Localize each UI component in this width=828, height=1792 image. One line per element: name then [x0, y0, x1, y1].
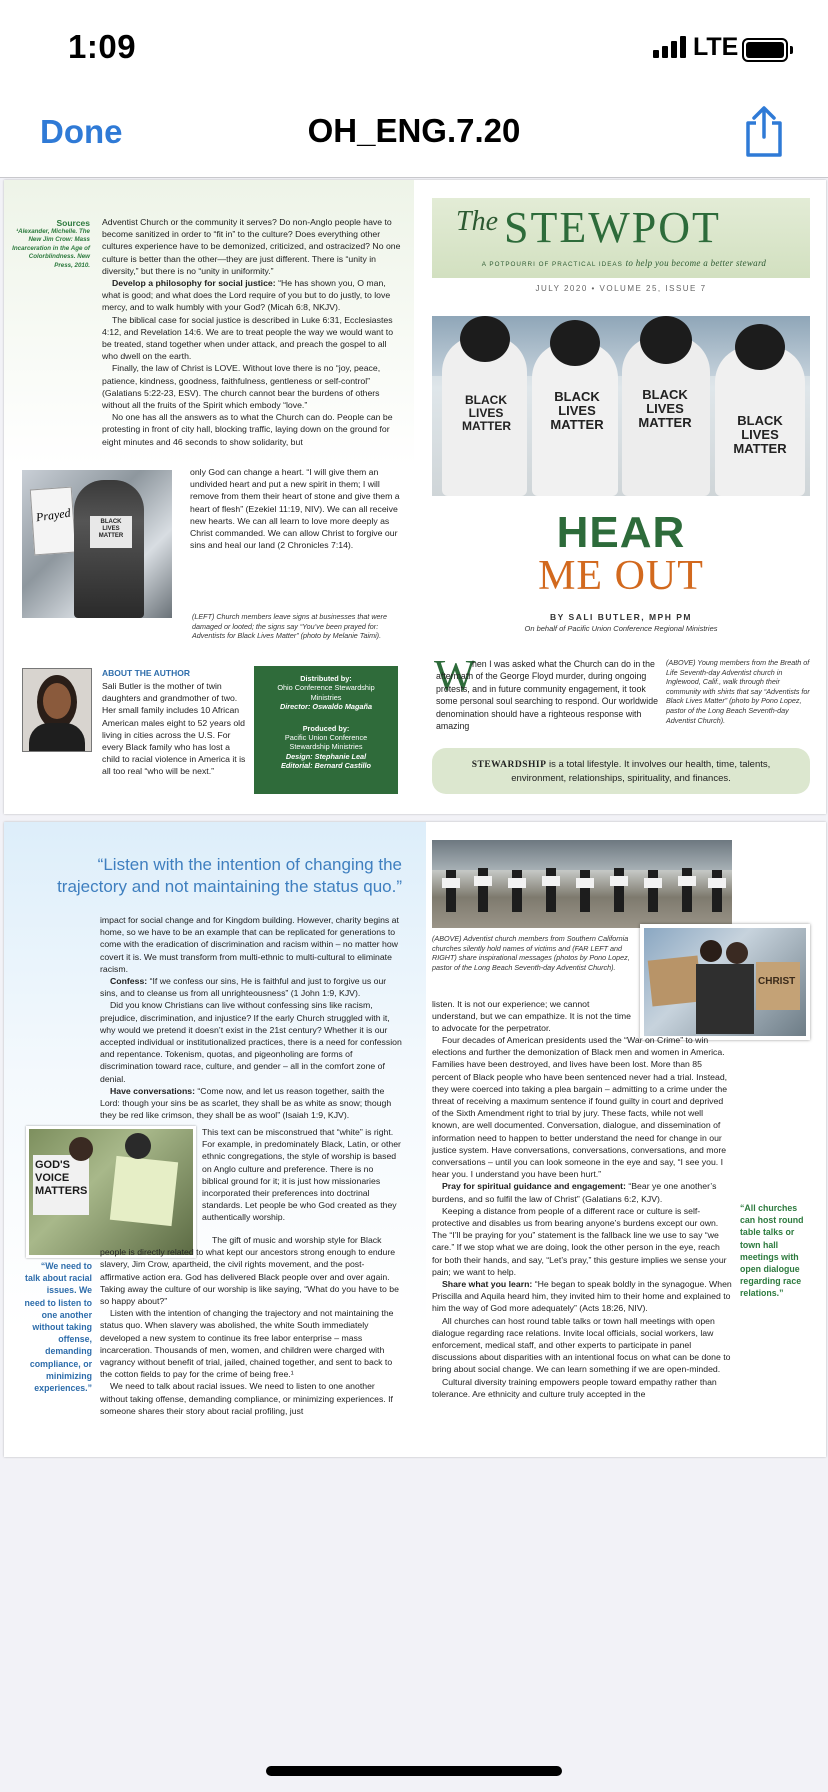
- paragraph: Adventist Church or the community it serves? Do non-Anglo people have to become sanitized in order to “fit in” to the culture? Does everything other cultures experience have to be demonized, criticized, and ostracized? No one culture is better than the other—they are just different. There is “unity in diversity,” but there is no “unity in uniformity.”: [102, 217, 401, 276]
- paragraph: All churches can host round table talks or town hall meetings with open dialogue regarding race relations. Invite local officials, social workers, law enforcement, medical staff, and other experts to participate in panel discussions about disparities with an intentional focus on what can be done to bring about social change. We can learn something if we are open-minded.: [432, 1315, 731, 1375]
- paragraph: only God can change a heart. “I will give them an undivided heart and put a new spirit in them; I will remove from them their heart of stone and give them a heart of flesh” (Ezekiel 11:19, NIV). We can all receive new hearts. We can all learn to love more deeply as Christ commanded. We can allow Christ to forgive our sins and heal our land (2 Chronicles 7:14).: [190, 467, 400, 551]
- paragraph: This text can be misconstrued that “white” is right. For example, in predominately Black, Latin, or other ethnic congregations, the style of worship is based on Anglo culture and preference. There is no biblical ground for it; it is just how missionaries incorporated their preferences into doctrinal standards. Let people be who God created as they authentically worship.: [202, 1127, 401, 1223]
- pdf-page-2[interactable]: [4, 822, 826, 1457]
- document-title: OH_ENG.7.20: [307, 112, 521, 149]
- paragraph: We need to talk about racial issues. We need to listen to one another without taking offense, demanding compliance, or minimizing experiences. If someone shares their story about racial profiling, just: [100, 1381, 393, 1416]
- masthead-the: The: [456, 206, 498, 237]
- paragraph-text: “He began to speak boldly in the synagogue. When Priscilla and Aquila heard him, they invited him to their home and explained to him the way of God more adequately” (Acts 18:26, NIV).: [432, 1279, 732, 1314]
- distributed-title: Distributed by:: [300, 674, 352, 683]
- shirt-print-3: BLACK LIVES MATTER: [638, 387, 692, 430]
- author-portrait: [22, 668, 92, 752]
- credits-box: [254, 666, 398, 794]
- signal-icon: [653, 36, 687, 58]
- page2-right-text-upper: [432, 998, 632, 1035]
- shirt-print-1: BLACK LIVES MATTER: [462, 393, 512, 433]
- photo-christ-signs: [640, 924, 810, 1040]
- pull-quote: “Listen with the intention of changing the trajectory and not maintaining the status quo.”: [57, 855, 402, 896]
- done-button[interactable]: Done: [40, 113, 123, 150]
- drop-cap: W: [434, 651, 476, 700]
- distributed-director: Director: Oswaldo Magaña: [279, 702, 373, 712]
- photo-prayed-sign: [22, 470, 172, 618]
- paragraph-text: “Bear ye one another’s burdens, and so fulfil the law of Christ” (Galatians 6:2, KJV).: [432, 1181, 717, 1204]
- left-side-quote: “We need to talk about racial issues. We need to listen to one another without taking offense, demanding compliance, or minimizing experiences.”: [24, 1261, 92, 1394]
- paragraph: No one has all the answers as to what the Church can do. People can be protesting in front of city hall, blocking traffic, laying down on the ground for eight minutes and 46 seconds to show solidarity, but: [102, 412, 393, 447]
- photo-caption-top: (ABOVE) Young members from the Breath of Life Seventh-day Adventist church in Inglewood, Calif., walk through their community with shirts that say “Adventists for Black Lives Matter” (photo by Pono Lopez, pastor of the Long Beach Seventh-day Adventist Church).: [666, 658, 810, 725]
- paragraph: The biblical case for social justice is described in Luke 6:31, Ecclesiastes 4:12, and Revelation 14:6. We are to treat people the way we would want to be treated, stand together when under attack, and preach the gospel to all who dwell on the earth.: [102, 314, 394, 362]
- photo-youth-shirts: [432, 316, 810, 496]
- masthead-name: STEWPOT: [504, 203, 721, 252]
- stewardship-bold: STEWARDSHIP: [471, 760, 547, 770]
- share-icon[interactable]: [742, 105, 786, 157]
- status-time: 1:09: [68, 28, 137, 65]
- tagline-text: A POTPOURRI OF PRACTICAL IDEAS: [481, 261, 623, 268]
- photo-vigil-names: [432, 840, 732, 928]
- page2-right-text: [432, 1034, 732, 1400]
- byline: BY SALI BUTLER, MPH PM: [550, 612, 692, 622]
- paragraph: [100, 1085, 402, 1122]
- issue-line: JULY 2020 • VOLUME 25, ISSUE 7: [535, 284, 707, 293]
- pdf-page-1[interactable]: [4, 180, 826, 814]
- network-label: LTE: [693, 33, 739, 61]
- paragraph: impact for social change and for Kingdom building. However, charity begins at home, so we have to be an example that can be replicated for generations to come with the eradication of discrimination and racism within – no matter how covert it is. We must transform from multi-ethnic to multi-cultural to eliminate racism.: [100, 915, 399, 974]
- paragraph-text: “If we confess our sins, He is faithful and just to forgive us our sins, and to cleanse us from all unrighteousness” (1 John 1:9, KJV).: [100, 976, 387, 999]
- subheading-social-justice: Develop a philosophy for social justice:: [112, 278, 276, 289]
- author-title: ABOUT THE AUTHOR: [102, 668, 190, 678]
- headline-hear: HEAR: [556, 508, 686, 557]
- paragraph: The gift of music and worship style for Black people is directly related to what kept our ancestors strong enough to endure slavery, Jim Crow, apartheid, the civil rights movement, and the post-affirmative action era. God has delivered Black people over and over again. Taking away the culture of our worship is like saying, “What do you have to be so happy about?”: [100, 1235, 399, 1307]
- produced-editorial: Editorial: Bernard Castillo: [280, 761, 371, 771]
- masthead-tagline: [440, 258, 808, 268]
- produced-title: Produced by:: [302, 723, 350, 733]
- home-indicator[interactable]: [266, 1766, 562, 1776]
- page2-left-text-bottom: [100, 1234, 402, 1417]
- sign-christ: CHRIST: [758, 976, 796, 987]
- battery-icon: [742, 38, 788, 62]
- photo-caption-vigil: (ABOVE) Adventist church members from Southern California churches silently hold names of victims and (FAR LEFT and RIGHT) share inspirational messages (photos by Pono Lopez, pastor of the Long Beach Seventh-day Adventist Church).: [432, 934, 630, 972]
- byline-sub: On behalf of Pacific Union Conference Regional Ministries: [524, 624, 718, 633]
- paragraph: Keeping a distance from people of a different race or culture is self-protective and disables us from bearing anyone’s burdens except our own. The “I’ll be praying for you” statement is the fallback line we use to say “we care.” If we stop what we are doing, look the other person in the eye, reach for both their hands, and say, “Let’s pray,” this gesture implies we sense your pain; we want to help.: [432, 1205, 727, 1277]
- stewardship-banner: [432, 748, 810, 794]
- shirt-print-2: BLACK LIVES MATTER: [550, 389, 604, 432]
- shirt-text: BLACK LIVES MATTER: [98, 519, 124, 539]
- sign-gods-voice: GOD'S VOICE MATTERS: [35, 1159, 88, 1197]
- produced-design: Design: Stephanie Leal: [285, 751, 367, 761]
- page1-column-text-upper: [102, 216, 402, 448]
- stewardship-text: is a total lifestyle. It involves our health, time, talents, environment, relationships, spirituality, and finances.: [511, 759, 771, 784]
- photo-caption-left: (LEFT) Church members leave signs at businesses that were damaged or looted; the signs say “You’ve been prayed for: Adventists for Black Lives Matter” (photo by Melanie Taimi).: [192, 612, 387, 641]
- page1-column-text-lower: [190, 466, 402, 551]
- masthead: [432, 198, 810, 278]
- subheading-conversations: Have conversations:: [110, 1085, 195, 1096]
- paragraph: Four decades of American presidents used the “War on Crime” to win elections and further the demonization of Black men and women in America. Families have been destroyed, and lives have been lost. More than 85 percent of Black people who have been sentenced never had a trial. Instead, they were coerced into taking a plea bargain – admitting to a crime under the threat of receiving a maximum sentence if found guilty in court and deprived of the Sixth Amendment right to trial by jury. These facts, while not well known, are well documented. Conversation, dialogue, and dissemination of information need to happen to better understand the need for change in our justice system. Have conversations, conversations, conversations, and more conversations – until you can look someone in the eye and say, “I see you. I hear you. I understand you have been hurt.”: [432, 1035, 728, 1180]
- paragraph: Did you know Christians can live without confessing sins like racism, prejudice, discrimination, and injustice? If the early Church struggled with it, why would we pretend it doesn’t exist in the 21st century? Whether it is our accepted individual or institutionalized practices, there is a need for confession and repentance. Tokenism, quotas, and pigeonholing are forms of discrimination toward race, culture, and gender – all in the comfort zone of denial.: [100, 1000, 402, 1084]
- paragraph: [102, 277, 402, 314]
- paragraph: [432, 1180, 732, 1204]
- paragraph: Cultural diversity training empowers people toward empathy rather than tolerance. Are ethnicity and culture truly accepted in the: [432, 1376, 717, 1399]
- author-bio: Sali Butler is the mother of twin daughters and grandmother of two. Her small family includes 10 African American males eight to 52 years old living in cities across the U.S. For every Black family who has lost a child to racial violence in America it is all too real “who will be next.”: [102, 681, 246, 777]
- sources-body: ¹Alexander, Michelle. The New Jim Crow: Mass Incarceration in the Age of Colorblindness. New Press, 2010.: [12, 228, 90, 269]
- page2-left-text-upper: [100, 914, 402, 1121]
- paragraph: listen. It is not our experience; we cannot understand, but we can empathize. It is not the time to advocate for the perpetrator.: [432, 999, 631, 1034]
- sources-title: Sources: [56, 218, 90, 228]
- produced-org: Pacific Union Conference Stewardship Ministries: [284, 733, 368, 752]
- shirt-print-4: BLACK LIVES MATTER: [733, 413, 787, 456]
- sign-text: Prayed: [35, 505, 72, 525]
- subheading-share: Share what you learn:: [442, 1279, 533, 1290]
- tagline-script: to help you become a better steward: [625, 258, 767, 268]
- intro-paragraph: hen I was asked what the Church can do in the aftermath of the George Floyd murder, during ongoing protests, and in future community engagement, it took some personal soul searching to respond. Our worldwide denomination should have a righteous response with amazing: [436, 659, 658, 732]
- sources-block: [12, 218, 90, 270]
- paragraph: Listen with the intention of changing the trajectory and not maintaining the status quo. When slavery was abolished, the white South immediately developed a new system to continue its free labor enterprise – mass incarceration. Thousands of men, women, and children were charged with vagrancy without benefit of trial, jailed, chained together, and sent to back to the cotton fields to pay for the crime of being free.¹: [100, 1308, 394, 1380]
- paragraph: [100, 975, 402, 999]
- page2-left-text-lower: [202, 1126, 402, 1224]
- headline-me-out: ME OUT: [538, 553, 704, 599]
- distributed-org: Ohio Conference Stewardship Ministries: [277, 683, 375, 702]
- subheading-pray: Pray for spiritual guidance and engagement:: [442, 1181, 626, 1192]
- paragraph: [432, 1278, 732, 1315]
- subheading-confess: Confess:: [110, 976, 148, 987]
- paragraph-text: “He has shown you, O man, what is good; and what does the Lord require of you but to do justly, to love mercy, and to walk humbly with your God? (Micah 6:8, NKJV).: [102, 278, 391, 313]
- paragraph-text: “Come now, and let us reason together, saith the Lord: though your sins be as scarlet, they shall be as white as snow; though they be red like crimson, they shall be as wool” (Isaiah 1:9, KJV).: [100, 1085, 392, 1121]
- paragraph: Finally, the law of Christ is LOVE. Without love there is no “joy, peace, patience, kindness, goodness, faithfulness, gentleness or self-control” (Galatians 5:22-23, ESV). The church cannot bear the burdens of others without all the fruits of the Spirit which embody “love.”: [102, 363, 381, 411]
- right-side-quote: “All churches can host round table talks or town hall meetings with open dialogue regarding race relations.”: [740, 1203, 804, 1299]
